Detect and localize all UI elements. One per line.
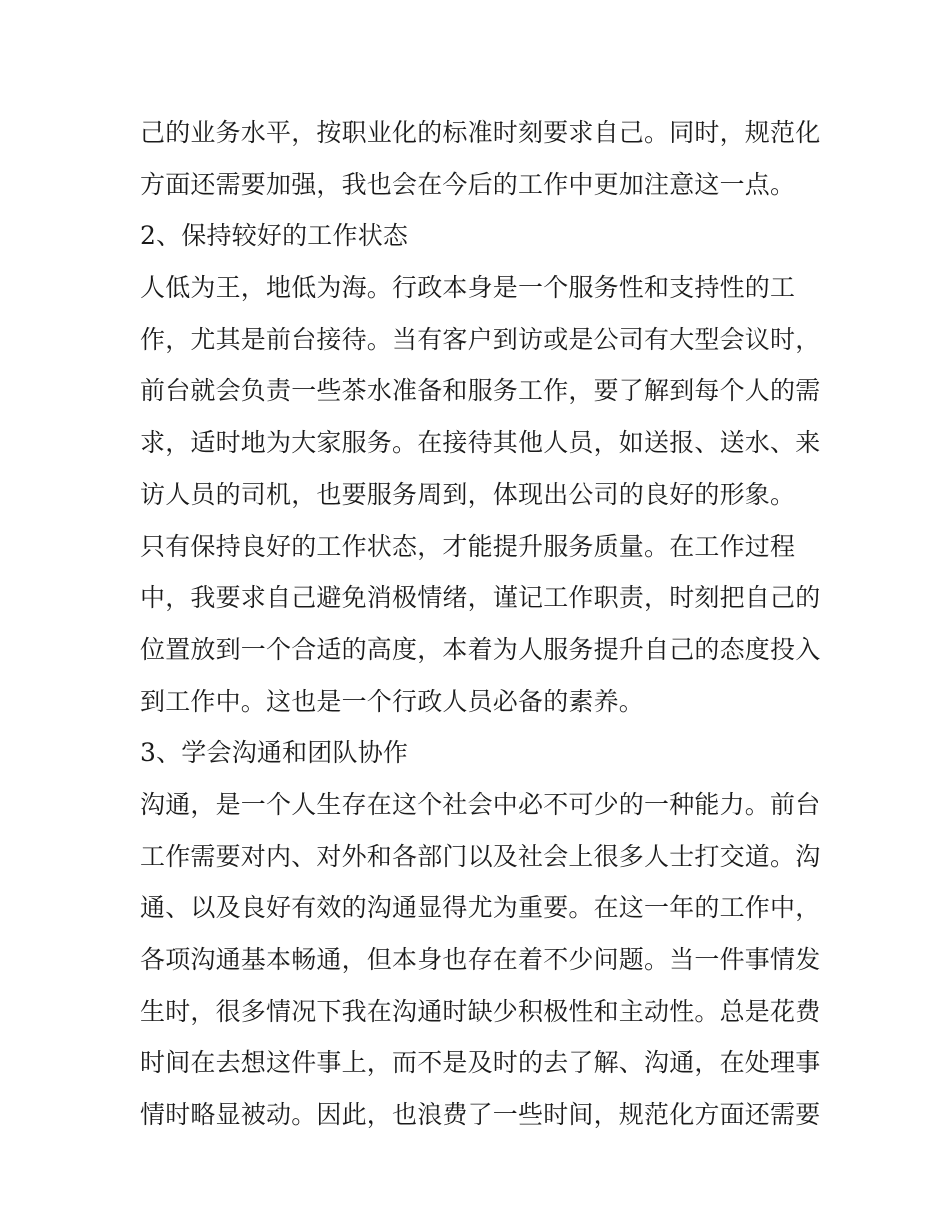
- text-line: 到工作中。这也是一个行政人员必备的素养。: [140, 686, 645, 716]
- text-line: 沟通，是一个人生存在这个社会中必不可少的一种能力。前台: [140, 789, 821, 819]
- text-line: 工作需要对内、对外和各部门以及社会上很多人士打交道。沟: [140, 841, 821, 871]
- text-line: 方面还需要加强，我也会在今后的工作中更加注意这一点。: [140, 169, 796, 199]
- text-line: 通、以及良好有效的沟通显得尤为重要。在这一年的工作中，: [140, 893, 821, 923]
- text-line: 各项沟通基本畅通，但本身也存在着不少问题。当一件事情发: [140, 945, 821, 974]
- document-body: [140, 107, 820, 1141]
- text-line: 中，我要求自己避免消极情绪，谨记工作职责，时刻把自己的: [140, 583, 821, 613]
- text-line: 情时略显被动。因此，也浪费了一些时间，规范化方面还需要: [140, 1100, 821, 1130]
- text-line: 访人员的司机，也要服务周到，体现出公司的良好的形象。: [140, 479, 796, 509]
- text-line: 生时，很多情况下我在沟通时缺少积极性和主动性。总是花费: [140, 996, 821, 1026]
- text-line: 作，尤其是前台接待。当有客户到访或是公司有大型会议时，: [140, 324, 821, 354]
- section-heading: 2、保持较好的工作状态: [140, 221, 409, 251]
- text-line: 己的业务水平，按职业化的标准时刻要求自己。同时，规范化: [140, 118, 821, 147]
- text-line: 求，适时地为大家服务。在接待其他人员，如送报、送水、来: [140, 428, 821, 458]
- text-line: 只有保持良好的工作状态，才能提升服务质量。在工作过程: [140, 531, 796, 561]
- text-line: 位置放到一个合适的高度，本着为人服务提升自己的态度投入: [140, 634, 821, 664]
- text-line: 前台就会负责一些茶水准备和服务工作，要了解到每个人的需: [140, 376, 821, 406]
- section-heading: 3、学会沟通和团队协作: [140, 738, 409, 768]
- text-line: 时间在去想这件事上，而不是及时的去了解、沟通，在处理事: [140, 1048, 821, 1078]
- text-line: 人低为王，地低为海。行政本身是一个服务性和支持性的工: [140, 273, 796, 303]
